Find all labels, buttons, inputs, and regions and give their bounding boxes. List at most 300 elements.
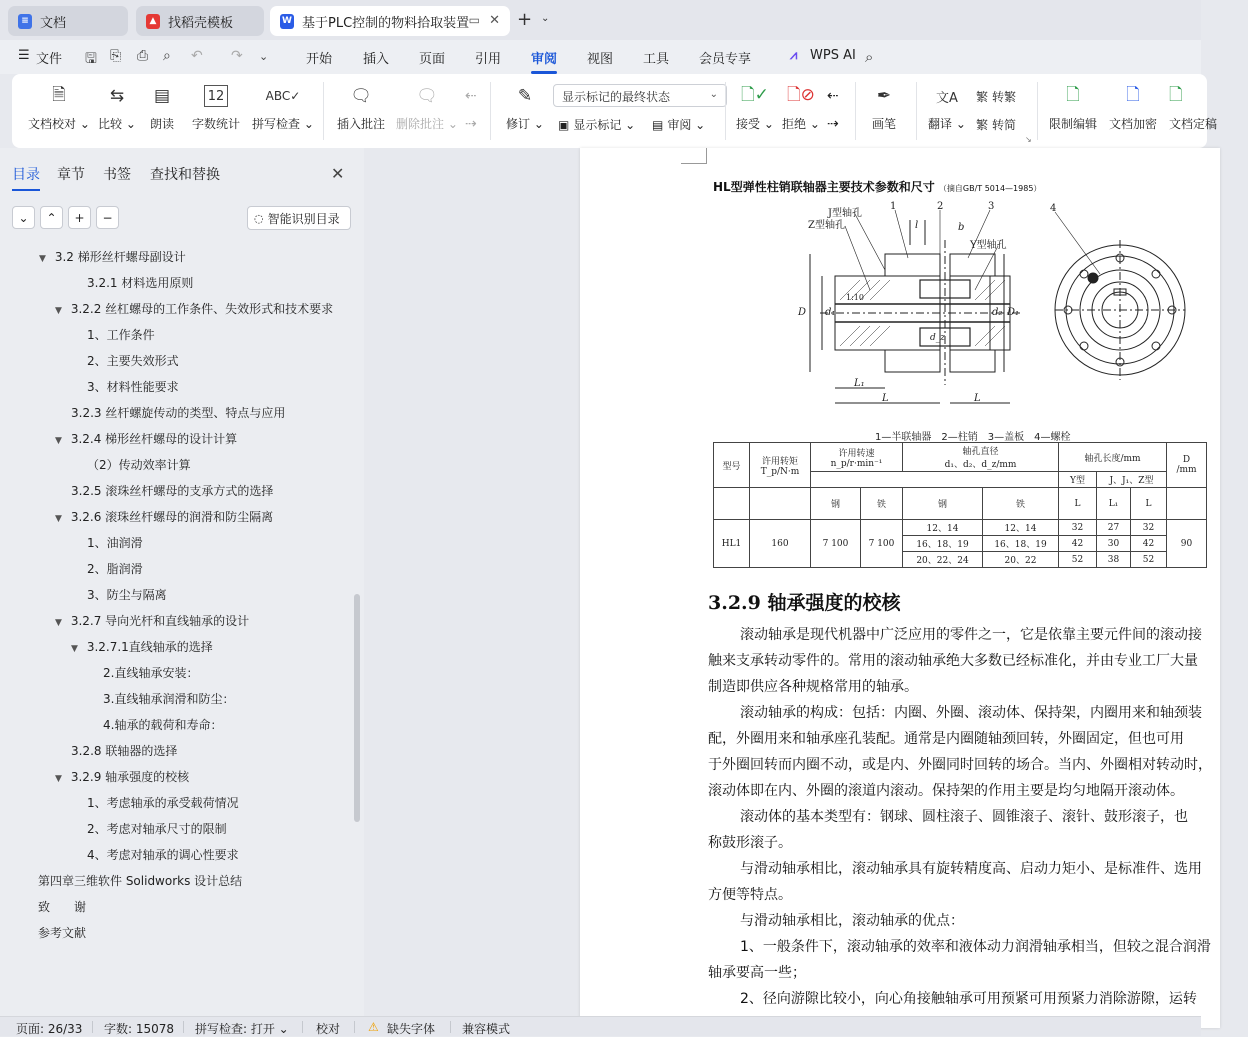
toc-item[interactable] xyxy=(87,842,239,868)
pen-label: 画笔 xyxy=(872,117,897,131)
pen-button[interactable] xyxy=(872,82,896,132)
toc-item-label: 1、油润滑 xyxy=(87,536,143,550)
track-changes-label: 修订 xyxy=(506,117,531,131)
toc-item-label: 3.2.7 导向光杆和直线轴承的设计 xyxy=(70,614,250,628)
toc-item[interactable] xyxy=(103,712,222,738)
th-speed-text: 许用转速 xyxy=(838,448,875,459)
ribbon-divider xyxy=(916,82,917,140)
smart-toc-label: 智能识别目录 xyxy=(267,211,340,226)
track-changes-icon: ✎ xyxy=(517,86,533,106)
body-line: 2、径向游隙比较小，向心角接触轴承可用预紧可用预紧力消除游隙，运转 xyxy=(740,991,1197,1007)
label-j-hole: J型轴孔 xyxy=(828,208,863,219)
toc-item-label: 3.2.3 丝杆螺旋传动的类型、特点与应用 xyxy=(71,406,286,420)
th-speed-iron: 铁 xyxy=(861,488,903,520)
document-area xyxy=(364,148,1212,1016)
undo-icon[interactable]: ↶ xyxy=(191,48,203,64)
toc-item[interactable] xyxy=(38,868,242,894)
label-z-hole: Z型轴孔 xyxy=(808,220,845,231)
label-l: l xyxy=(915,220,919,231)
previous-comment-icon[interactable]: ⇠ xyxy=(465,88,477,104)
reject-button[interactable]: 🗋⊘ 拒绝 ⌄ xyxy=(782,82,820,132)
toc-item-label: 3.2.6 滚珠丝杆螺母的润滑和防尘隔离 xyxy=(70,510,274,524)
cell-bore-iron: 20、22 xyxy=(983,552,1059,568)
cell-bore-steel: 12、14 xyxy=(903,520,983,536)
menu-insert[interactable]: 插入 xyxy=(363,52,390,67)
label-dz: d_z xyxy=(930,333,946,343)
body-line: 轴承要高一些； xyxy=(708,965,806,981)
quick-access-more-icon[interactable]: ⌄ xyxy=(259,50,269,63)
review-pane-icon: ▤ xyxy=(652,117,664,132)
markup-mode-value: 显示标记的最终状态 xyxy=(562,90,671,104)
th-torque xyxy=(750,443,811,488)
read-aloud-label: 朗读 xyxy=(150,117,175,131)
delete-comment-button[interactable]: 🗨 删除批注 ⌄ xyxy=(396,82,458,132)
th-model: 型号 xyxy=(714,443,750,488)
read-aloud-button[interactable] xyxy=(150,82,174,132)
figure-title-text: HL型弹性柱销联轴器主要技术参数和尺寸 xyxy=(713,180,935,194)
label-d1: d₁ xyxy=(825,307,836,318)
read-aloud-icon: ▤ xyxy=(153,86,171,106)
proof-indicator[interactable]: 校对 xyxy=(316,1022,341,1036)
label-D1: D₁ xyxy=(1007,307,1020,318)
body-line: 与滑动轴承相比，滚动轴承具有旋转精度高、启动力矩小、是标准件、选用 xyxy=(740,861,1202,877)
next-change-icon[interactable]: ⇢ xyxy=(827,116,839,132)
th-blank xyxy=(714,488,750,520)
cell-L-y: 52 xyxy=(1059,552,1097,568)
word-count-icon: 12 xyxy=(204,85,229,107)
show-markup-label: 显示标记 xyxy=(573,118,622,132)
body-line: 于外圈回转而内圈不动，或是内、外圈同时回转的场合。当内、外圈相对转动时， xyxy=(708,757,1212,773)
finalize-icon: 🗋 xyxy=(1169,84,1183,105)
menu-review[interactable]: 审阅 xyxy=(531,48,557,67)
body-line: 配，外圈用来和轴承座孔装配。通常是内圈随轴颈回转，外圈固定，但也可用 xyxy=(708,731,1184,747)
previous-change-icon[interactable]: ⇠ xyxy=(827,88,839,104)
toc-item-label: 3.2.5 滚珠丝杆螺母的支承方式的选择 xyxy=(71,484,274,498)
add-heading-button[interactable] xyxy=(68,206,91,229)
compare-icon: ⇆ xyxy=(109,86,125,106)
toc-item[interactable] xyxy=(87,322,155,348)
show-markup-button[interactable]: ▣ 显示标记 ⌄ xyxy=(558,117,636,132)
toc-item[interactable] xyxy=(103,660,198,686)
th-length: 轴孔长度/mm xyxy=(1059,443,1167,472)
th-speed-unit: n_p/r·min⁻¹ xyxy=(830,458,883,469)
figure-title xyxy=(713,178,1041,195)
cell-L-y: 32 xyxy=(1059,520,1097,536)
toc-item[interactable] xyxy=(55,764,189,790)
leader-4 xyxy=(1055,212,1100,274)
spec-table xyxy=(713,442,1207,568)
word-count-indicator[interactable]: 字数: 15078 xyxy=(104,1022,175,1036)
print-preview-icon[interactable]: ⌕ xyxy=(163,48,171,64)
cell-torque: 160 xyxy=(750,520,811,568)
compare-button[interactable]: ⇆ 比较 ⌄ xyxy=(98,82,136,132)
accept-button[interactable]: 🗋✓ 接受 ⌄ xyxy=(736,82,774,132)
menu-page[interactable]: 页面 xyxy=(419,52,446,67)
cell-L-jz: 52 xyxy=(1131,552,1167,568)
toc-item-label: 4.轴承的载荷和寿命： xyxy=(103,718,223,732)
toc-item[interactable] xyxy=(55,426,237,452)
cell-bore-steel: 16、18、19 xyxy=(903,536,983,552)
toc-item-label: 3.2.8 联轴器的选择 xyxy=(71,744,178,758)
collapse-all-button[interactable] xyxy=(12,206,35,229)
show-markup-icon: ▣ xyxy=(558,117,570,132)
compat-mode-indicator: 兼容模式 xyxy=(462,1022,511,1036)
tab-bookmarks[interactable]: 书签 xyxy=(103,167,131,183)
toc-item[interactable] xyxy=(87,530,143,556)
to-simplified-button[interactable] xyxy=(976,116,1016,133)
crop-mark xyxy=(681,148,707,164)
smart-icon: ◌ xyxy=(254,211,264,225)
label-2: 2 xyxy=(937,201,944,212)
next-comment-icon[interactable]: ⇢ xyxy=(465,116,477,132)
cell-speed-steel: 7 100 xyxy=(811,520,861,568)
smart-toc-button[interactable] xyxy=(247,206,351,230)
toc-item[interactable] xyxy=(55,504,273,530)
minus-icon: − xyxy=(102,210,113,225)
cell-model: HL1 xyxy=(714,520,750,568)
th-torque-unit: T_p/N·m xyxy=(760,466,800,477)
label-taper: 1:10 xyxy=(846,293,864,302)
page-indicator[interactable]: 页面: 26/33 xyxy=(16,1022,83,1036)
export-icon[interactable]: ⎘ xyxy=(110,48,122,64)
hub-bottom-right xyxy=(950,350,995,372)
expand-triangle-icon[interactable]: ▼ xyxy=(55,618,62,628)
body-line: 滚动体即在内、外圈的滚道内滚动。保持架的作用主要是均匀地隔开滚动体。 xyxy=(708,783,1184,799)
status-bar xyxy=(0,1016,1201,1036)
label-1: 1 xyxy=(890,201,897,212)
menu-references[interactable]: 引用 xyxy=(475,52,502,67)
status-divider xyxy=(183,1021,184,1033)
th-bore xyxy=(903,443,1059,472)
proofread-button[interactable]: 🗎 文档校对 ⌄ xyxy=(28,82,90,132)
docer-tab-icon: ▲ xyxy=(146,14,160,29)
th-bore-steel: 钢 xyxy=(903,488,983,520)
toc-item-label: 4、考虑对轴承的调心性要求 xyxy=(87,848,239,862)
expand-triangle-icon[interactable]: ▼ xyxy=(39,254,46,264)
toc-item-label: （2）传动效率计算 xyxy=(87,458,191,472)
tab-docs[interactable] xyxy=(8,6,128,36)
toc-item[interactable] xyxy=(87,452,191,478)
ribbon-divider xyxy=(725,82,726,140)
hamburger-icon[interactable]: ☰ xyxy=(18,48,30,63)
toc-item-label: 参考文献 xyxy=(38,926,87,940)
cell-L-jz: 32 xyxy=(1131,520,1167,536)
proofread-label: 文档校对 xyxy=(28,117,77,131)
figure-caption: 1—半联轴器 2—柱销 3—盖板 4—螺栓 xyxy=(875,432,1071,443)
menu-member[interactable]: 会员专享 xyxy=(699,52,752,67)
insert-comment-button[interactable] xyxy=(337,82,385,132)
finalize-button[interactable] xyxy=(1169,82,1218,132)
hub-bottom-left xyxy=(885,350,940,372)
expand-triangle-icon[interactable]: ▼ xyxy=(55,306,62,316)
insert-comment-icon: 🗨 xyxy=(350,86,372,106)
body-line: 称鼓形滚子。 xyxy=(708,835,792,851)
traditional-icon: 繁 xyxy=(976,90,989,104)
redo-icon[interactable]: ↷ xyxy=(231,48,243,64)
toc-item[interactable] xyxy=(71,738,177,764)
th-y: Y型 xyxy=(1059,472,1097,488)
toc-item[interactable] xyxy=(39,244,186,270)
toc-item-label: 3.2 梯形丝杆螺母副设计 xyxy=(54,250,186,264)
toc-item-label: 3.2.2 丝杠螺母的工作条件、失效形式和技术要求 xyxy=(70,302,334,316)
tab-label: 文档 xyxy=(40,15,67,31)
toc-item[interactable] xyxy=(87,790,239,816)
to-traditional-button[interactable] xyxy=(976,88,1016,105)
plus-icon: + xyxy=(74,210,85,225)
toc-item-label: 3.2.7.1直线轴承的选择 xyxy=(86,640,213,654)
menu-bar xyxy=(0,40,1201,74)
toc-item-label: 2、脂润滑 xyxy=(87,562,143,576)
th-bore-unit: d₁、d₂、d_z/mm xyxy=(944,460,1017,470)
close-icon[interactable]: ✕ xyxy=(331,164,345,183)
th-L-y: L xyxy=(1059,488,1097,520)
cell-bore-iron: 16、18、19 xyxy=(983,536,1059,552)
expand-up-button[interactable] xyxy=(40,206,63,229)
lock-icon: 🗋 xyxy=(1066,84,1080,105)
th-bore-sub xyxy=(903,472,1059,488)
spell-check-indicator[interactable]: 拼写检查: 打开 ⌄ xyxy=(195,1022,289,1036)
toc-item[interactable] xyxy=(87,374,179,400)
toc-item-label: 3、防尘与隔离 xyxy=(87,588,167,602)
toc-item[interactable] xyxy=(71,478,273,504)
restrict-edit-label: 限制编辑 xyxy=(1049,117,1098,131)
proofread-icon: 🗎 xyxy=(52,84,66,105)
th-blank xyxy=(1167,488,1207,520)
th-speed-steel: 钢 xyxy=(811,488,861,520)
track-changes-button[interactable]: ✎ 修订 ⌄ xyxy=(506,82,544,132)
cell-L1: 27 xyxy=(1097,520,1131,536)
toc-item-label: 1、考虑轴承的承受载荷情况 xyxy=(87,796,239,810)
simplified-icon: 繁 xyxy=(976,118,989,132)
th-blank xyxy=(750,488,811,520)
label-d2: d₂ xyxy=(992,307,1003,318)
body-line: 滚动轴承是现代机器中广泛应用的零件之一，它是依靠主要元件间的滚动接 xyxy=(740,627,1202,643)
chevron-down-icon[interactable]: ⌄ xyxy=(541,13,550,24)
status-divider xyxy=(302,1021,303,1033)
restrict-edit-button[interactable] xyxy=(1049,82,1097,132)
label-y-hole: Y型轴孔 xyxy=(970,240,1007,251)
remove-heading-button[interactable] xyxy=(96,206,119,229)
insert-comment-label: 插入批注 xyxy=(337,117,386,131)
expand-triangle-icon[interactable]: ▼ xyxy=(55,514,62,524)
cell-speed-iron: 7 100 xyxy=(861,520,903,568)
translate-label: 翻译 xyxy=(928,117,953,131)
word-count-label: 字数统计 xyxy=(192,117,241,131)
ribbon-divider xyxy=(323,82,324,140)
translate-button[interactable]: 文A 翻译 ⌄ xyxy=(928,82,966,132)
label-L: L xyxy=(882,393,889,404)
delete-comment-icon: 🗨 xyxy=(416,86,438,106)
body-line: 制造即供应各种规格常用的轴承。 xyxy=(708,679,918,695)
cell-L-jz: 42 xyxy=(1131,536,1167,552)
tab-current-document[interactable] xyxy=(270,6,510,36)
wps-ai-icon[interactable]: ⩘ xyxy=(790,48,798,63)
chevron-up-icon: ⌃ xyxy=(46,210,57,225)
expand-triangle-icon[interactable]: ▼ xyxy=(55,774,62,784)
ribbon-divider xyxy=(855,82,856,140)
label-3: 3 xyxy=(988,201,995,212)
screen-icon[interactable]: ▭ xyxy=(468,13,480,27)
th-speed-sub xyxy=(811,472,903,488)
tab-find-replace[interactable]: 查找和替换 xyxy=(150,167,220,183)
body-line: 滚动体的基本类型有：钢球、圆柱滚子、圆锥滚子、滚针、鼓形滚子，也 xyxy=(740,809,1188,825)
th-bore-text: 轴孔直径 xyxy=(962,447,999,457)
menu-tools[interactable]: 工具 xyxy=(643,52,670,67)
th-D xyxy=(1167,443,1207,488)
tab-label: 找稻壳模板 xyxy=(168,15,234,31)
tab-toc[interactable]: 目录 xyxy=(12,164,40,184)
cell-bore-steel: 20、22、24 xyxy=(903,552,983,568)
tab-sections[interactable]: 章节 xyxy=(57,167,85,183)
th-L-jz: L xyxy=(1131,488,1167,520)
expand-triangle-icon[interactable]: ▼ xyxy=(55,436,62,446)
menu-home[interactable]: 开始 xyxy=(306,52,333,67)
tab-label: 基于PLC控制的物料拾取装置 xyxy=(302,15,470,31)
figure-source: （摘自GB/T 5014—1985） xyxy=(938,184,1042,193)
toc-item-label: 1、工作条件 xyxy=(87,328,155,342)
file-menu[interactable]: 文件 xyxy=(36,52,63,67)
spell-check-icon: ABC✓ xyxy=(265,89,301,103)
to-traditional-label: 转繁 xyxy=(992,90,1017,104)
warning-icon: ⚠ xyxy=(368,1020,379,1034)
label-b: b xyxy=(958,222,965,233)
toc-item[interactable] xyxy=(38,894,86,920)
dialog-launcher-icon[interactable]: ↘ xyxy=(1025,135,1032,144)
title-tab-bar xyxy=(0,0,1201,40)
new-tab-icon[interactable]: + xyxy=(517,9,533,30)
cell-L1: 30 xyxy=(1097,536,1131,552)
spell-check-label: 拼写检查 xyxy=(252,117,301,131)
nav-scrollbar[interactable] xyxy=(354,594,360,822)
status-divider xyxy=(354,1021,355,1033)
toc-list xyxy=(0,244,364,964)
cell-L1: 38 xyxy=(1097,552,1131,568)
toc-item-label: 第四章三维软件 Solidworks 设计总结 xyxy=(38,874,243,888)
body-text xyxy=(708,622,1248,1012)
wps-ai-button[interactable]: WPS AI xyxy=(810,48,856,63)
menu-view[interactable]: 视图 xyxy=(587,52,614,67)
th-D-unit: /mm xyxy=(1176,465,1197,475)
th-speed xyxy=(811,443,903,472)
encrypt-label: 文档加密 xyxy=(1109,117,1158,131)
section-heading: 3.2.9 轴承强度的校核 xyxy=(708,592,901,614)
hub-top-left xyxy=(885,254,940,276)
cell-D: 90 xyxy=(1167,520,1207,568)
toc-item[interactable] xyxy=(71,400,285,426)
word-tab-icon: W xyxy=(280,14,294,29)
chevron-down-icon: ⌄ xyxy=(709,89,718,100)
toc-item[interactable] xyxy=(87,270,193,296)
label-L1: L₁ xyxy=(854,378,865,389)
ribbon-divider xyxy=(490,82,491,140)
toc-item-label: 3.2.1 材料选用原则 xyxy=(87,276,194,290)
toc-item-label: 3.直线轴承润滑和防尘： xyxy=(103,692,235,706)
document-page[interactable] xyxy=(580,148,1220,1028)
th-D-text: D xyxy=(1182,455,1191,465)
spell-check-status: 拼写检查: 打开 xyxy=(195,1022,275,1036)
th-L1: L₁ xyxy=(1097,488,1131,520)
toc-item-label: 3、材料性能要求 xyxy=(87,380,179,394)
encrypt-icon: 🗋 xyxy=(1126,84,1140,105)
th-bore-iron: 铁 xyxy=(983,488,1059,520)
toc-item[interactable] xyxy=(87,582,167,608)
accept-icon: 🗋✓ xyxy=(740,84,769,105)
word-count-button[interactable] xyxy=(192,82,240,132)
label-4: 4 xyxy=(1050,203,1057,214)
label-L-right: L xyxy=(974,393,981,404)
cell-L-y: 42 xyxy=(1059,536,1097,552)
toc-item[interactable] xyxy=(38,920,86,946)
print-icon[interactable]: ⎙ xyxy=(137,48,149,64)
body-line: 方便等特点。 xyxy=(708,887,792,903)
delete-comment-label: 删除批注 xyxy=(396,117,445,131)
spell-check-button[interactable]: ABC✓ 拼写检查 ⌄ xyxy=(252,82,314,132)
label-D: D xyxy=(798,307,807,318)
to-simplified-label: 转简 xyxy=(992,118,1017,132)
translate-icon: 文A xyxy=(935,90,958,106)
finalize-label: 文档定稿 xyxy=(1169,117,1218,131)
toc-item[interactable] xyxy=(87,348,179,374)
toc-item-label: 2、主要失效形式 xyxy=(87,354,179,368)
toc-item-label: 3.2.9 轴承强度的校核 xyxy=(70,770,190,784)
reject-label: 拒绝 xyxy=(782,117,807,131)
review-ribbon xyxy=(12,74,1218,148)
body-line: 1、一般条件下，滚动轴承的效率和液体动力润滑轴承相当，但较之混合润滑 xyxy=(740,939,1211,955)
leader-j xyxy=(855,214,885,270)
toc-item[interactable] xyxy=(87,556,143,582)
doc-tab-icon: ≡ xyxy=(18,14,32,29)
toc-item[interactable] xyxy=(87,816,227,842)
compare-label: 比较 xyxy=(98,117,123,131)
toc-item[interactable] xyxy=(55,608,249,634)
toc-item[interactable] xyxy=(55,296,333,322)
body-line: 与滑动轴承相比，滚动轴承的优点： xyxy=(740,913,964,929)
coupling-drawing xyxy=(790,200,1200,430)
accept-label: 接受 xyxy=(736,117,761,131)
review-pane-button[interactable]: ▤ 审阅 ⌄ xyxy=(652,117,706,132)
markup-mode-select[interactable] xyxy=(553,84,727,107)
th-torque-text: 许用转矩 xyxy=(761,456,798,467)
toc-item-label: 3.2.4 梯形丝杆螺母的设计计算 xyxy=(70,432,238,446)
toc-item-label: 2、考虑对轴承尺寸的限制 xyxy=(87,822,227,836)
reject-icon: 🗋⊘ xyxy=(786,84,815,105)
close-tab-icon[interactable]: ✕ xyxy=(489,13,500,28)
expand-triangle-icon[interactable]: ▼ xyxy=(71,644,78,654)
bolt xyxy=(1088,273,1098,283)
toc-item-label: 2.直线轴承安装： xyxy=(103,666,199,680)
encrypt-button[interactable] xyxy=(1109,82,1157,132)
toc-item-label: 致 谢 xyxy=(38,900,87,914)
review-pane-label: 审阅 xyxy=(667,118,692,132)
th-jz: J、J₁、Z型 xyxy=(1097,472,1167,488)
navigation-pane xyxy=(0,148,364,1016)
missing-font-indicator[interactable]: 缺失字体 xyxy=(387,1022,436,1036)
pen-icon: ✒ xyxy=(876,86,892,106)
toc-item[interactable] xyxy=(103,686,234,712)
status-divider xyxy=(450,1021,451,1033)
body-line: 滚动轴承的构成：包括：内圈、外圈、滚动体、保持架，内圈用来和轴颈装 xyxy=(740,705,1202,721)
cell-bore-iron: 12、14 xyxy=(983,520,1059,536)
save-icon[interactable]: 🖫 xyxy=(85,51,97,67)
chevron-down-icon: ⌄ xyxy=(18,210,29,225)
ribbon-divider xyxy=(1037,82,1038,140)
status-divider xyxy=(92,1021,93,1033)
search-icon[interactable]: ⌕ xyxy=(865,48,874,66)
body-line: 触来支承转动零件的。常用的滚动轴承绝大多数已经标准化，并由专业工厂大量 xyxy=(708,653,1198,669)
tab-docer[interactable] xyxy=(136,6,264,36)
leader-1 xyxy=(895,210,908,258)
toc-item[interactable] xyxy=(71,634,213,660)
